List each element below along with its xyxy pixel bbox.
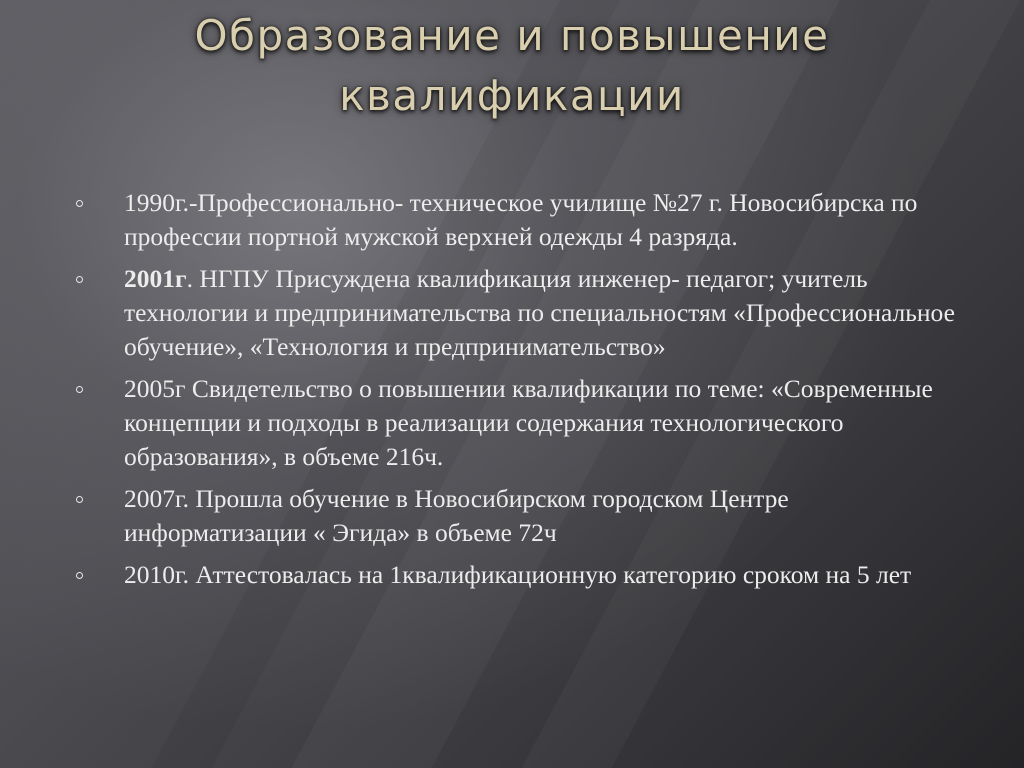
circle-bullet-icon [76,200,83,207]
list-item [76,558,976,592]
slide-title-line-2: квалификации [339,71,685,120]
slide-title [0,6,1024,126]
list-item-year: 2001г [124,264,187,293]
list-item [76,372,976,474]
slide-title-line-1: Образование и повышение [194,11,830,60]
list-item-text: 2007г. Прошла обучение в Новосибирском городском Центре информатизации « Эгида» в объеме 72ч [124,484,789,547]
list-item [76,262,976,364]
list-item-text: 2005г Свидетельство о повышении квалификации по теме: «Современные концепции и подходы в реализации содержания технологического образования», в объеме 216ч. [124,374,933,471]
bullet-list [76,186,976,600]
circle-bullet-icon [76,572,83,579]
circle-bullet-icon [76,386,83,393]
list-item [76,482,976,550]
circle-bullet-icon [76,276,83,283]
list-item-text: 1990г.-Профессионально- техническое училище №27 г. Новосибирска по профессии портной мужской верхней одежды 4 разряда. [124,188,918,251]
list-item-text: 2010г. Аттестовалась на 1квалификационную категорию сроком на 5 лет [124,560,912,589]
circle-bullet-icon [76,496,83,503]
list-item [76,186,976,254]
list-item-text: . НГПУ Присуждена квалификация инженер- педагог; учитель технологии и предпринимательства по специальностям «Профессиональное обучение», «Технология и предпринимательство» [124,264,955,361]
